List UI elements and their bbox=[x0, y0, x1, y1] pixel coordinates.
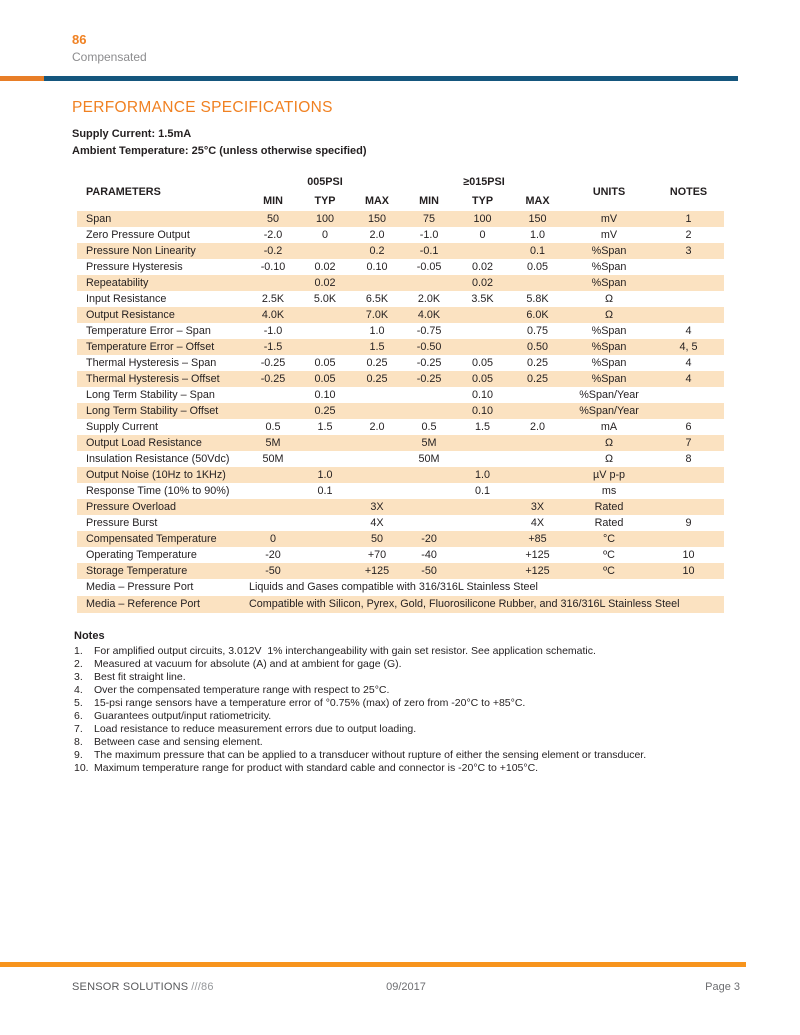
value-cell bbox=[510, 403, 565, 419]
table-row bbox=[77, 275, 724, 291]
value-cell bbox=[510, 451, 565, 467]
value-cell: -40 bbox=[421, 548, 437, 561]
condition-ambient-temperature: Ambient Temperature: 25°C (unless otherwise specified) bbox=[72, 145, 367, 157]
value-cell: 150 bbox=[351, 211, 403, 227]
units-cell: mV bbox=[600, 228, 618, 241]
value-cell: 6.5K bbox=[365, 292, 389, 305]
param-cell: Span bbox=[77, 211, 247, 227]
units-cell: µV p-p bbox=[565, 467, 653, 483]
note-number: 3. bbox=[74, 671, 83, 683]
value-cell: 2.5K bbox=[261, 292, 285, 305]
param-cell: Pressure Hysteresis bbox=[86, 260, 183, 273]
note-text: Maximum temperature range for product with standard cable and connector is -20°C to +105°C. bbox=[94, 762, 539, 774]
units-cell: %Span bbox=[591, 324, 627, 337]
value-cell: -50 bbox=[247, 563, 299, 579]
value-cell bbox=[351, 275, 403, 291]
value-cell bbox=[455, 307, 510, 323]
param-cell: Insulation Resistance (50Vdc) bbox=[86, 452, 230, 465]
table-row bbox=[77, 323, 724, 339]
param-cell: Thermal Hysteresis – Offset bbox=[77, 371, 247, 387]
col-header-notes: NOTES bbox=[669, 185, 708, 198]
value-cell: 5.0K bbox=[313, 292, 337, 305]
table-row bbox=[77, 419, 724, 435]
param-cell: Pressure Burst bbox=[86, 516, 158, 529]
value-cell: 1.0 bbox=[369, 324, 385, 337]
header-rule-orange-segment bbox=[0, 76, 44, 81]
value-cell bbox=[247, 483, 299, 499]
value-cell: +125 bbox=[510, 563, 565, 579]
table-row bbox=[77, 547, 724, 563]
value-cell: -0.25 bbox=[403, 371, 455, 387]
units-cell: %Span/Year bbox=[579, 388, 639, 401]
units-cell: ºC bbox=[603, 548, 615, 561]
table-row bbox=[77, 596, 724, 613]
note-text: Best fit straight line. bbox=[94, 671, 186, 683]
param-cell: Zero Pressure Output bbox=[86, 228, 190, 241]
value-cell: 50M bbox=[262, 452, 284, 465]
value-cell bbox=[299, 451, 351, 467]
condition-supply-current: Supply Current: 1.5mA bbox=[72, 128, 192, 140]
value-cell: -0.2 bbox=[247, 243, 299, 259]
value-cell bbox=[299, 339, 351, 355]
value-cell bbox=[299, 515, 351, 531]
table-row bbox=[77, 579, 724, 596]
value-cell bbox=[455, 451, 510, 467]
note-text: Between case and sensing element. bbox=[94, 736, 263, 748]
note-text: Load resistance to reduce measurement errors due to output loading. bbox=[94, 723, 417, 735]
param-cell: Temperature Error – Offset bbox=[77, 339, 247, 355]
note-text: For amplified output circuits, 3.012V 1% interchangeability with gain set resistor. See application schematic. bbox=[94, 645, 596, 657]
units-cell: %Span bbox=[565, 243, 653, 259]
value-cell: 7.0K bbox=[351, 307, 403, 323]
value-cell: 0.02 bbox=[455, 275, 510, 291]
value-cell: 0.25 bbox=[351, 371, 403, 387]
col-header-parameters: PARAMETERS bbox=[86, 185, 161, 198]
notes-heading: Notes bbox=[74, 630, 105, 642]
value-cell: 0.5 bbox=[265, 420, 281, 433]
value-cell: -20 bbox=[403, 531, 455, 547]
value-cell: 0 bbox=[321, 228, 328, 241]
units-cell: %Span bbox=[591, 260, 627, 273]
param-cell: Long Term Stability – Span bbox=[86, 388, 215, 401]
param-cell: Output Resistance bbox=[77, 307, 247, 323]
value-cell: 0.05 bbox=[314, 356, 336, 369]
value-cell: 50 bbox=[351, 531, 403, 547]
table-row bbox=[77, 371, 724, 387]
units-cell: %Span bbox=[565, 275, 653, 291]
units-cell: Ω bbox=[565, 435, 653, 451]
value-cell bbox=[510, 435, 565, 451]
param-cell: Thermal Hysteresis – Span bbox=[86, 356, 217, 369]
notes-cell: 4 bbox=[685, 324, 692, 337]
table-row bbox=[77, 499, 724, 515]
table-row bbox=[77, 211, 724, 227]
value-cell bbox=[299, 307, 351, 323]
table-row bbox=[77, 403, 724, 419]
value-cell bbox=[351, 451, 403, 467]
footer-model: ///86 bbox=[191, 981, 214, 993]
span-value-cell: Liquids and Gases compatible with 316/316L Stainless Steel bbox=[249, 581, 538, 593]
value-cell bbox=[403, 387, 455, 403]
param-cell: Long Term Stability – Offset bbox=[77, 403, 247, 419]
value-cell: 0.05 bbox=[472, 356, 494, 369]
value-cell bbox=[403, 275, 455, 291]
value-cell: -0.25 bbox=[416, 356, 442, 369]
header-rule-blue-segment bbox=[44, 76, 738, 81]
note-number: 7. bbox=[74, 723, 83, 735]
col-header-min: MIN bbox=[419, 195, 439, 207]
value-cell bbox=[247, 275, 299, 291]
value-cell bbox=[247, 467, 299, 483]
notes-cell: 8 bbox=[685, 452, 692, 465]
value-cell: 0.1 bbox=[317, 484, 333, 497]
value-cell: 0.25 bbox=[366, 356, 388, 369]
value-cell: 50 bbox=[247, 211, 299, 227]
notes-cell: 10 bbox=[653, 563, 724, 579]
note-number: 10. bbox=[74, 762, 89, 774]
value-cell: 1.5 bbox=[351, 339, 403, 355]
note-item bbox=[74, 658, 734, 671]
notes-cell: 4, 5 bbox=[653, 339, 724, 355]
units-cell: °C bbox=[565, 531, 653, 547]
units-cell: Ω bbox=[565, 307, 653, 323]
note-number: 9. bbox=[74, 749, 83, 761]
value-cell bbox=[455, 435, 510, 451]
note-item bbox=[74, 749, 734, 762]
param-cell: Temperature Error – Span bbox=[86, 324, 211, 337]
table-row bbox=[77, 339, 724, 355]
notes-cell: 7 bbox=[653, 435, 724, 451]
value-cell: -1.0 bbox=[263, 324, 283, 337]
note-item bbox=[74, 684, 734, 697]
value-cell: 2.0 bbox=[530, 420, 546, 433]
value-cell: 0.10 bbox=[314, 388, 336, 401]
note-item bbox=[74, 645, 734, 658]
value-cell: 0.10 bbox=[455, 403, 510, 419]
value-cell: 1.5 bbox=[475, 420, 491, 433]
value-cell bbox=[351, 387, 403, 403]
notes-cell: 4 bbox=[685, 356, 692, 369]
units-cell: Rated bbox=[594, 516, 624, 529]
note-item bbox=[74, 736, 734, 749]
value-cell: 1.0 bbox=[455, 467, 510, 483]
value-cell bbox=[299, 531, 351, 547]
notes-cell: 2 bbox=[685, 228, 692, 241]
footer bbox=[72, 981, 740, 993]
value-cell bbox=[351, 403, 403, 419]
value-cell: 4.0K bbox=[403, 307, 455, 323]
value-cell bbox=[455, 563, 510, 579]
page-title: PERFORMANCE SPECIFICATIONS bbox=[72, 99, 333, 116]
units-cell: ºC bbox=[565, 563, 653, 579]
value-cell: 6.0K bbox=[510, 307, 565, 323]
table-row bbox=[77, 531, 724, 547]
value-cell bbox=[351, 483, 403, 499]
value-cell bbox=[247, 515, 299, 531]
value-cell bbox=[455, 515, 510, 531]
value-cell bbox=[299, 547, 351, 563]
note-item bbox=[74, 710, 734, 723]
value-cell: -2.0 bbox=[263, 228, 283, 241]
table-row bbox=[77, 355, 724, 371]
param-cell: Compensated Temperature bbox=[77, 531, 247, 547]
value-cell: 0.5 bbox=[421, 420, 437, 433]
notes-cell bbox=[653, 275, 724, 291]
value-cell: 0.10 bbox=[366, 260, 388, 273]
param-cell: Output Noise (10Hz to 1KHz) bbox=[77, 467, 247, 483]
value-cell: 4X bbox=[370, 516, 384, 529]
value-cell: -0.75 bbox=[416, 324, 442, 337]
value-cell: 0.1 bbox=[475, 484, 491, 497]
value-cell: +85 bbox=[510, 531, 565, 547]
value-cell: 0.25 bbox=[510, 371, 565, 387]
value-cell bbox=[351, 435, 403, 451]
param-cell: Output Load Resistance bbox=[77, 435, 247, 451]
value-cell: -0.10 bbox=[260, 260, 286, 273]
note-text: Over the compensated temperature range with respect to 25°C. bbox=[94, 684, 390, 696]
units-cell: Ω bbox=[604, 292, 614, 305]
param-cell: Pressure Non Linearity bbox=[77, 243, 247, 259]
value-cell bbox=[510, 275, 565, 291]
table-row bbox=[77, 387, 724, 403]
value-cell: 2.0 bbox=[369, 228, 385, 241]
notes-cell bbox=[653, 291, 724, 307]
value-cell: 5M bbox=[247, 435, 299, 451]
value-cell: 5M bbox=[403, 435, 455, 451]
units-cell: mA bbox=[600, 420, 618, 433]
note-number: 6. bbox=[74, 710, 83, 722]
col-header-typ: TYP bbox=[472, 195, 494, 207]
table-row bbox=[77, 563, 724, 579]
value-cell bbox=[510, 467, 565, 483]
param-cell: Storage Temperature bbox=[77, 563, 247, 579]
value-cell: -0.25 bbox=[260, 356, 286, 369]
table-row bbox=[77, 307, 724, 323]
value-cell: 0.02 bbox=[314, 260, 336, 273]
value-cell bbox=[455, 547, 510, 563]
value-cell: 1.0 bbox=[530, 228, 546, 241]
value-cell: -0.1 bbox=[403, 243, 455, 259]
header-rule bbox=[0, 76, 738, 81]
value-cell: -20 bbox=[265, 548, 281, 561]
table-row bbox=[77, 435, 724, 451]
value-cell bbox=[247, 387, 299, 403]
note-text: Measured at vacuum for absolute (A) and at ambient for gage (G). bbox=[94, 658, 402, 670]
value-cell: 0.05 bbox=[455, 371, 510, 387]
value-cell: 100 bbox=[455, 211, 510, 227]
footer-date: 09/2017 bbox=[386, 981, 426, 993]
product-header bbox=[72, 0, 800, 64]
table-header-row bbox=[77, 173, 724, 192]
notes-cell bbox=[653, 467, 724, 483]
units-cell: %Span bbox=[565, 371, 653, 387]
value-cell bbox=[455, 531, 510, 547]
value-cell: +125 bbox=[351, 563, 403, 579]
note-number: 1. bbox=[74, 645, 83, 657]
value-cell bbox=[299, 323, 351, 339]
col-header-max: MAX bbox=[365, 195, 390, 207]
product-model: 86 bbox=[72, 32, 87, 47]
value-cell: 0.25 bbox=[527, 356, 549, 369]
notes-cell: 3 bbox=[653, 243, 724, 259]
value-cell: -0.50 bbox=[403, 339, 455, 355]
notes-cell: 9 bbox=[685, 516, 692, 529]
col-group-005psi: 005PSI bbox=[307, 176, 343, 188]
units-cell: Ω bbox=[604, 452, 614, 465]
value-cell: -1.0 bbox=[419, 228, 439, 241]
value-cell: 50M bbox=[418, 452, 440, 465]
value-cell: 75 bbox=[403, 211, 455, 227]
value-cell: +125 bbox=[525, 548, 550, 561]
value-cell bbox=[455, 323, 510, 339]
value-cell: 0 bbox=[247, 531, 299, 547]
units-cell: %Span/Year bbox=[565, 403, 653, 419]
units-cell: %Span bbox=[591, 356, 627, 369]
units-cell: %Span bbox=[565, 339, 653, 355]
value-cell: 1.5 bbox=[317, 420, 333, 433]
value-cell: 0.1 bbox=[510, 243, 565, 259]
notes-cell bbox=[653, 387, 724, 403]
table-row bbox=[77, 467, 724, 483]
note-number: 5. bbox=[74, 697, 83, 709]
value-cell: 3.5K bbox=[471, 292, 494, 305]
param-cell: Pressure Overload bbox=[77, 499, 247, 515]
units-cell: ms bbox=[601, 484, 617, 497]
notes-cell: 1 bbox=[653, 211, 724, 227]
param-cell: Media – Reference Port bbox=[77, 596, 247, 613]
note-number: 2. bbox=[74, 658, 83, 670]
value-cell: 0.2 bbox=[351, 243, 403, 259]
value-cell: 150 bbox=[510, 211, 565, 227]
param-cell: Response Time (10% to 90%) bbox=[86, 484, 230, 497]
notes-cell bbox=[653, 499, 724, 515]
note-text: 15-psi range sensors have a temperature error of °0.75% (max) of zero from -20°C to +85°C. bbox=[94, 697, 526, 709]
note-number: 4. bbox=[74, 684, 83, 696]
spec-table bbox=[77, 173, 724, 613]
value-cell: -0.25 bbox=[247, 371, 299, 387]
note-item bbox=[74, 697, 734, 710]
footer-brand bbox=[72, 981, 386, 993]
value-cell: 4.0K bbox=[247, 307, 299, 323]
value-cell: 100 bbox=[299, 211, 351, 227]
notes-cell bbox=[653, 307, 724, 323]
note-number: 8. bbox=[74, 736, 83, 748]
value-cell bbox=[455, 339, 510, 355]
notes-cell: 10 bbox=[682, 548, 695, 561]
note-text: The maximum pressure that can be applied to a transducer without rupture of either the sensing element or transducer. bbox=[94, 749, 647, 761]
span-value-cell: Compatible with Silicon, Pyrex, Gold, Fluorosilicone Rubber, and 316/316L Stainless Steel bbox=[247, 596, 724, 613]
value-cell bbox=[455, 499, 510, 515]
table-row bbox=[77, 483, 724, 499]
notes-cell: 6 bbox=[685, 420, 692, 433]
value-cell: 3X bbox=[351, 499, 403, 515]
value-cell bbox=[299, 563, 351, 579]
value-cell bbox=[299, 435, 351, 451]
value-cell bbox=[299, 243, 351, 259]
table-row bbox=[77, 259, 724, 275]
note-item bbox=[74, 762, 734, 775]
value-cell: 0.50 bbox=[510, 339, 565, 355]
table-row bbox=[77, 451, 724, 467]
value-cell bbox=[351, 467, 403, 483]
footer-brand-name: SENSOR SOLUTIONS bbox=[72, 981, 189, 993]
notes-cell bbox=[653, 483, 724, 499]
product-family: Compensated bbox=[72, 50, 147, 64]
footer-page-number: Page 3 bbox=[705, 981, 741, 993]
notes-cell: 4 bbox=[653, 371, 724, 387]
value-cell bbox=[403, 467, 455, 483]
col-header-max: MAX bbox=[525, 195, 550, 207]
value-cell: -50 bbox=[403, 563, 455, 579]
units-cell: Rated bbox=[565, 499, 653, 515]
value-cell bbox=[247, 499, 299, 515]
value-cell: 2.0 bbox=[369, 420, 385, 433]
note-text: Guarantees output/input ratiometricity. bbox=[94, 710, 272, 722]
table-row bbox=[77, 227, 724, 243]
value-cell: -1.5 bbox=[247, 339, 299, 355]
notes-list bbox=[74, 645, 734, 775]
value-cell: 2.0K bbox=[417, 292, 441, 305]
value-cell: 0.05 bbox=[299, 371, 351, 387]
value-cell: 0 bbox=[479, 228, 486, 241]
col-header-units: UNITS bbox=[592, 185, 626, 198]
value-cell bbox=[403, 483, 455, 499]
value-cell: 1.0 bbox=[299, 467, 351, 483]
value-cell: -0.05 bbox=[416, 260, 442, 273]
value-cell: 0.25 bbox=[299, 403, 351, 419]
col-group-015psi: ≥015PSI bbox=[463, 176, 505, 188]
note-item bbox=[74, 723, 734, 736]
param-cell: Media – Pressure Port bbox=[86, 581, 194, 593]
value-cell: 5.8K bbox=[526, 292, 549, 305]
value-cell: 3X bbox=[510, 499, 565, 515]
param-cell: Operating Temperature bbox=[86, 548, 197, 561]
param-cell: Input Resistance bbox=[86, 292, 167, 305]
value-cell bbox=[403, 403, 455, 419]
value-cell bbox=[403, 515, 455, 531]
notes-cell bbox=[653, 259, 724, 275]
table-row bbox=[77, 515, 724, 531]
param-cell: Repeatability bbox=[77, 275, 247, 291]
value-cell: 0.02 bbox=[472, 260, 494, 273]
value-cell: +70 bbox=[367, 548, 387, 561]
table-row bbox=[77, 243, 724, 259]
notes-cell bbox=[653, 531, 724, 547]
notes-section bbox=[74, 630, 734, 775]
value-cell: 0.02 bbox=[299, 275, 351, 291]
footer-rule bbox=[0, 962, 746, 967]
value-cell bbox=[510, 483, 565, 499]
col-header-min: MIN bbox=[263, 195, 283, 207]
notes-cell bbox=[653, 403, 724, 419]
value-cell bbox=[247, 403, 299, 419]
value-cell bbox=[403, 499, 455, 515]
value-cell: 0.10 bbox=[472, 388, 494, 401]
value-cell: 0.75 bbox=[527, 324, 549, 337]
param-cell: Supply Current bbox=[86, 420, 159, 433]
value-cell bbox=[510, 387, 565, 403]
value-cell bbox=[455, 243, 510, 259]
table-row bbox=[77, 291, 724, 307]
value-cell: 0.05 bbox=[527, 260, 549, 273]
value-cell: 4X bbox=[530, 516, 545, 529]
units-cell: mV bbox=[565, 211, 653, 227]
note-item bbox=[74, 671, 734, 684]
col-header-typ: TYP bbox=[314, 195, 336, 207]
value-cell bbox=[299, 499, 351, 515]
